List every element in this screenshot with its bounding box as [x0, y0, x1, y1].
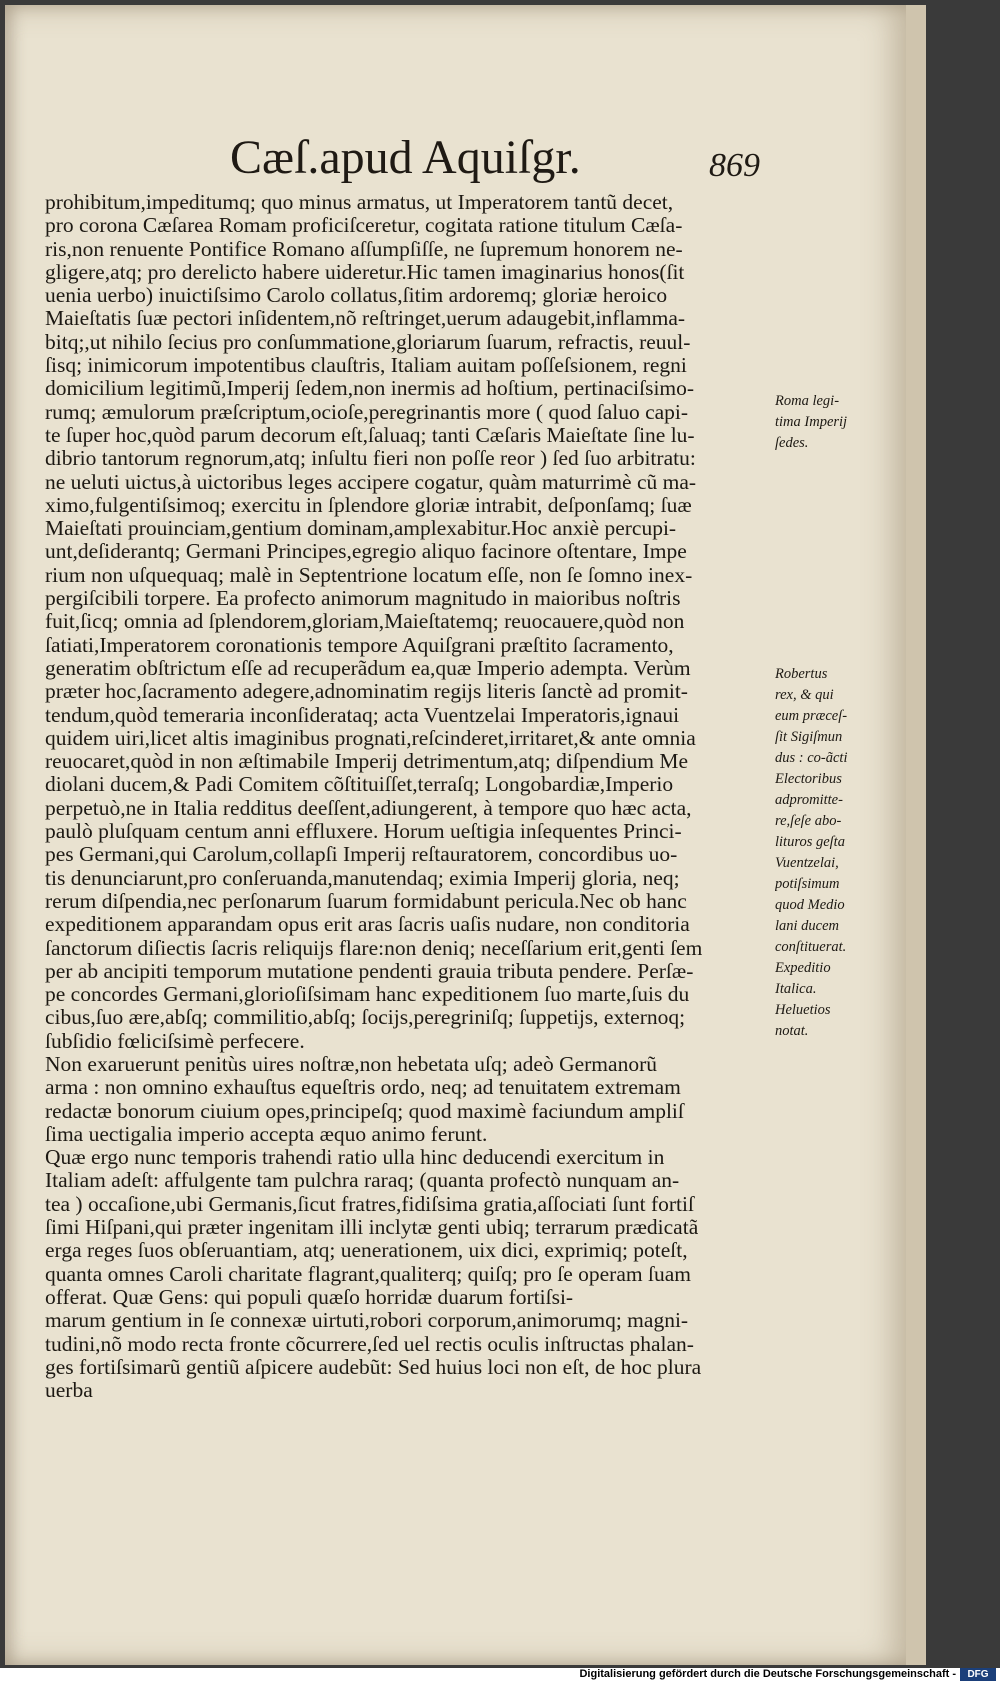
text-line: ximo,fulgentiſsimoq; exercitu in ſplendore gloriæ intrabit, deſponſamq; ſuæ	[45, 493, 692, 517]
text-line: te ſuper hoc,quòd parum decorum eſt,ſaluaq; tanti Cæſaris Maieſtate ſine lu-	[45, 423, 695, 447]
text-line: ris,non renuente Pontifice Romano aſſumpſiſſe, ne ſupremum honorem ne-	[45, 237, 683, 261]
text-line: ſatiati,Imperatorem coronationis tempore Aquiſgrani præſtito ſacramento,	[45, 633, 674, 657]
margin-notes	[775, 391, 885, 1042]
dfg-logo: DFG	[960, 1668, 996, 1681]
text-line: Quæ ergo nunc temporis trahendi ratio ulla hinc deducendi exercitum in	[45, 1146, 665, 1170]
text-line: uenia uerbo) inuictiſsimo Carolo collatus,ſitim ardoremq; gloriæ heroico	[45, 284, 668, 308]
text-line: generatim obſtrictum eſſe ad recuperãdum ea,quæ Imperio adempta. Verùm	[45, 656, 691, 680]
margin-note: ſit Sigiſmun	[775, 729, 843, 745]
text-line: paulò pluſquam centum anni effluxere. Horum ueſtigia inſequentes Princi-	[45, 820, 682, 844]
margin-note: rex, & qui	[775, 687, 834, 703]
margin-note: Electoribus	[775, 771, 842, 787]
text-line: pergiſcibili torpere. Ea profecto animorum magnitudo in maioribus noſtris	[45, 587, 681, 611]
margin-note: notat.	[775, 1023, 809, 1039]
text-line: prohibitum,impeditumq; quo minus armatus, ut Imperatorem tantũ decet,	[45, 191, 674, 214]
text-line: ges fortiſsimarũ gentiũ aſpicere audebũt: Sed huius loci non eſt, de hoc plura	[45, 1355, 702, 1379]
margin-note: Italica.	[775, 981, 817, 997]
margin-note: Heluetios	[775, 1002, 831, 1018]
page-number: 869	[709, 147, 760, 184]
text-line: tis denunciarunt,pro conſeruanda,manutendaq; eximia Imperij gloria, neq;	[45, 866, 680, 890]
text-line: reuocaret,quòd in non æſtimabile Imperij detrimentum,atq; diſpendium Me	[45, 750, 689, 774]
margin-note: tima Imperij	[775, 414, 848, 430]
text-line: uerba	[45, 1379, 93, 1403]
text-line: domicilium legitimũ,Imperij ſedem,non inermis ad hoſtium, pertinaciſsimo-	[45, 377, 695, 401]
text-line: fuit,ſicq; omnia ad ſplendorem,gloriam,Maieſtatemq; reuocauere,quòd non	[45, 610, 685, 634]
margin-note: re,ſeſe abo-	[775, 813, 842, 829]
margin-note: dus : co-ãcti	[775, 750, 848, 766]
text-line: cibus,ſuo ære,abſq; commilitio,abſq; ſocijs,peregriniſq; ſuppetijs, externoq;	[45, 1006, 686, 1030]
margin-note: potiſsimum	[775, 876, 840, 892]
text-line: rerum diſpendia,nec perſonarum ſuarum formidabunt pericula.Nec ob hanc	[45, 889, 687, 913]
text-line: gligere,atq; pro derelicto habere uideretur.Hic tamen imaginarius honos(ſit	[45, 260, 685, 284]
text-line: rumq; æmulorum præſcriptum,ocioſe,peregrinantis more ( quod ſaluo capi-	[45, 400, 689, 424]
margin-note	[775, 517, 885, 538]
text-line: tea ) occaſione,ubi Germanis,ſicut fratres,fidiſsima gratia,aſſociati ſunt fortiſ	[45, 1192, 694, 1216]
margin-note	[775, 622, 885, 643]
margin-note	[775, 496, 885, 517]
text-line: ſima uectigalia imperio accepta æquo animo ferunt.	[45, 1122, 488, 1146]
text-line: offerat. Quæ Gens: qui populi quæſo horridæ duarum fortiſsi-	[45, 1285, 574, 1309]
text-line: rium non uſquequaq; malè in Septentrione locatum eſſe, non ſe ſomno inex-	[45, 563, 693, 587]
margin-note: Expeditio	[775, 960, 831, 976]
page-gutter	[906, 5, 926, 1665]
margin-note	[775, 475, 885, 496]
text-line: Italiam adeſt: affulgente tam pulchra raraq; (quanta profectò nunquam an-	[45, 1169, 680, 1193]
margin-note: lani ducem	[775, 918, 840, 934]
margin-note: Vuentzelai,	[775, 855, 839, 871]
text-line: per ab ancipiti temporum mutatione pendenti grauia tributa pendere. Perſæ-	[45, 959, 694, 983]
margin-note	[775, 580, 885, 601]
text-line: quanta omnes Caroli charitate flagrant,qualiterq; quiſq; pro ſe operam ſuam	[45, 1262, 691, 1286]
margin-note: adpromitte-	[775, 792, 843, 808]
margin-note: conſtituerat.	[775, 939, 847, 955]
text-line: pe concordes Germani,glorioſiſsimam hanc expeditionem ſuo marte,ſuis du	[45, 983, 690, 1007]
margin-note	[775, 601, 885, 622]
margin-note	[775, 538, 885, 559]
margin-note	[775, 454, 885, 475]
margin-note: lituros geſta	[775, 834, 845, 850]
text-line: Maieſtatis ſuæ pectori inſidentem,nõ reſtringet,uerum adaugebit,inflamma-	[45, 307, 686, 331]
margin-note: Roma legi-	[775, 393, 840, 409]
text-line: ſanctorum diſiectis ſacris reliquijs flare:non deniq; neceſſarium erit,genti ſem	[45, 936, 703, 960]
text-line: Non exaruerunt penitùs uires noſtræ,non hebetata uſq; adeò Germanorũ	[45, 1052, 657, 1076]
text-line: dibrio tantorum regnorum,atq; inſultu fieri non poſſe reor ) ſed ſuo arbitratu:	[45, 447, 696, 471]
text-line: ſubſidio fœliciſsimè perfecere.	[45, 1029, 305, 1053]
text-line: expeditionem apparandam opus erit aras ſacris uaſis nudare, non conditoria	[45, 913, 690, 937]
text-line: tudini,nõ modo recta fronte cõcurrere,ſed uel rectis oculis inſtructas phalan-	[45, 1332, 694, 1356]
text-line: bitq;,ut nihilo ſecius pro conſummatione,gloriarum ſuarum, refractis, reuul-	[45, 330, 691, 354]
text-line: ne ueluti uictus,à uictoribus leges accipere cogatur, quàm maturrimè cũ ma-	[45, 470, 697, 494]
text-line: præter hoc,ſacramento adegere,adnominatim regijs literis ſanctè ad promit-	[45, 680, 688, 704]
margin-note: eum præceſ-	[775, 708, 848, 724]
text-line: quidem uiri,licet altis imaginibus prognati,reſcinderet,irritaret,& ante omnia	[45, 726, 696, 750]
text-line: ſimi Hiſpani,qui præter ingenitam illi inclytæ genti ubiq; terrarum prædicatã	[45, 1216, 699, 1240]
footer-bar	[0, 1668, 1000, 1683]
book-page	[5, 5, 911, 1665]
text-line: redactæ bonorum ciuium opes,principeſq; quod maximè faciundum ampliſ	[45, 1099, 684, 1123]
text-line: tendum,quòd temeraria inconſiderataq; acta Vuentzelai Imperatoris,ignaui	[45, 703, 680, 727]
text-line: erga reges ſuos obſeruantiam, atq; uenerationem, uix dici, exprimiq; poteſt,	[45, 1239, 688, 1263]
margin-note: ſedes.	[775, 435, 809, 451]
text-line: pes Germani,qui Carolum,collapſi Imperij reſtauratorem, concordibus uo-	[45, 843, 678, 867]
text-line: marum gentium in ſe connexæ uirtuti,robori corporum,animorumq; magni-	[45, 1309, 689, 1333]
body-text	[45, 191, 787, 1402]
text-line: unt,deſiderantq; Germani Principes,egregio aliquo facinore oſtentare, Impe	[45, 540, 687, 564]
text-line: Maieſtati prouinciam,gentium dominam,amplexabitur.Hoc anxiè percupi-	[45, 517, 677, 541]
text-line: arma : non omnino exhauſtus equeſtris ordo, neq; ad tenuitatem extremam	[45, 1076, 681, 1100]
margin-note: Robertus	[775, 666, 828, 682]
margin-note: quod Medio	[775, 897, 845, 913]
text-line: ſisq; inimicorum impotentibus clauſtris, Italiam auitam poſſeſsionem, regni	[45, 354, 687, 378]
margin-note	[775, 559, 885, 580]
running-title: Cæſ.apud Aquiſgr.	[230, 131, 581, 184]
text-line: diolani ducem,& Padi Comitem cõſtituiſſet,terraſq; Longobardiæ,Imperio	[45, 773, 674, 797]
margin-note	[775, 643, 885, 664]
funding-credit: Digitalisierung gefördert durch die Deutsche Forschungsgemeinschaft -	[579, 1668, 956, 1680]
text-line: perpetuò,ne in Italia redditus deeſſent,adiungerent, à tempore quo hæc acta,	[45, 796, 692, 820]
text-line: pro corona Cæſarea Romam proficiſceretur, cogitata ratione titulum Cæſa-	[45, 214, 683, 238]
